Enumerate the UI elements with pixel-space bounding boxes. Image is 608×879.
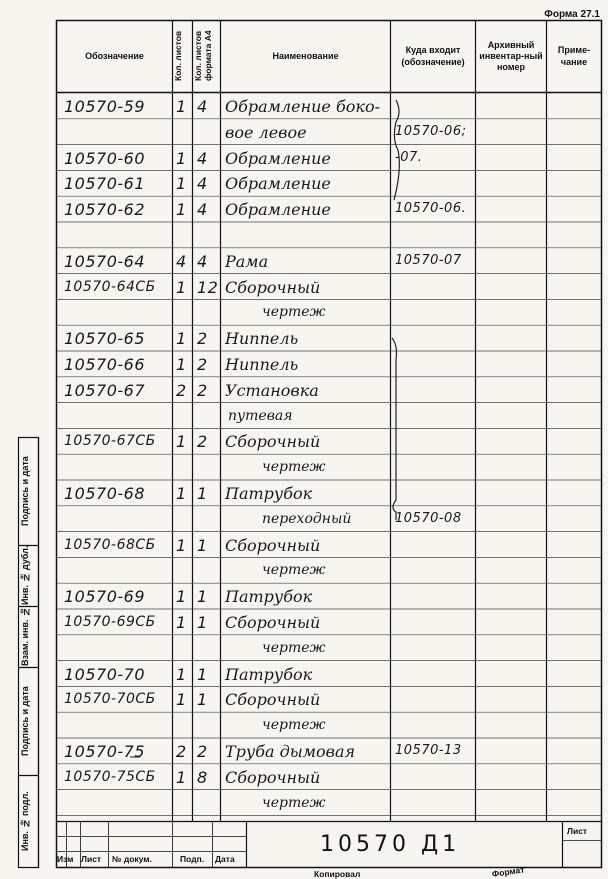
row-designation: 10570-61	[64, 174, 146, 194]
row-name: Патрубок	[225, 587, 313, 607]
row-name: Сборочный	[225, 535, 321, 555]
title-block-column-label: Лист	[81, 854, 102, 864]
row-name: Труба дымовая	[225, 742, 356, 761]
row-used-in: 10570-07	[395, 252, 462, 268]
row-designation: 10570-67СБ	[64, 433, 156, 450]
row-name: Обрамление	[225, 148, 331, 168]
header-name: Наименование	[272, 50, 339, 61]
row-name: чертеж	[262, 459, 326, 476]
title-block-column-label: № докум.	[112, 854, 152, 864]
row-a4: 1	[197, 535, 208, 555]
document-code: 10570 Д1	[320, 832, 461, 857]
title-block-column-label: Дата	[215, 854, 235, 864]
row-designation: 10570-68	[64, 484, 146, 503]
row-a4: 12	[197, 277, 219, 297]
row-name: Патрубок	[225, 664, 313, 684]
row-sheets: 1	[176, 767, 187, 787]
format-label: Формат	[491, 864, 525, 879]
row-name: путевая	[228, 407, 293, 424]
row-name: Обрамление	[225, 174, 331, 194]
row-name: Ниппель	[225, 355, 299, 374]
row-name: Сборочный	[225, 767, 321, 787]
row-name: Рама	[225, 251, 269, 271]
row-name: Сборочный	[225, 690, 321, 710]
row-a4: 2	[197, 355, 208, 374]
row-sheets: 4	[176, 251, 187, 271]
row-name: чертеж	[262, 639, 326, 656]
row-designation: 10570-75СБ	[64, 768, 156, 785]
row-used-in: 10570-08	[395, 510, 462, 526]
row-a4: 2	[197, 742, 208, 761]
row-a4: 2	[197, 432, 208, 452]
row-name: чертеж	[262, 304, 326, 321]
row-name: переходный	[262, 510, 352, 527]
row-sheets: 1	[176, 432, 187, 452]
row-name: чертеж	[262, 717, 326, 734]
row-used-in: 10570-13	[395, 743, 462, 758]
row-name: чертеж	[262, 562, 326, 579]
row-sheets: 1	[176, 535, 187, 555]
row-designation: 10570-69	[64, 587, 146, 607]
row-sheets: 1	[176, 587, 187, 607]
row-a4: 8	[197, 767, 208, 787]
row-name: чертеж	[262, 794, 326, 811]
row-designation: 10570-62	[64, 200, 146, 220]
row-designation: 10570-75	[64, 742, 146, 761]
row-name: Сборочный	[225, 432, 321, 452]
header-designation: Обозначение	[85, 50, 144, 61]
row-name: Патрубок	[225, 484, 313, 503]
side-label: Подпись и дата	[20, 456, 30, 526]
row-name: Сборочный	[225, 277, 321, 297]
copied-label: Копировал	[314, 869, 361, 879]
row-name: Обрамление боко-	[225, 97, 380, 116]
row-used-in: 10570-06;	[395, 123, 467, 139]
header-note: Приме-чание	[557, 45, 591, 67]
side-label: Подпись и дата	[20, 686, 30, 756]
row-sheets: 1	[176, 148, 187, 168]
row-a4: 1	[197, 587, 208, 607]
row-sheets: 1	[176, 484, 187, 503]
row-sheets: 1	[176, 174, 187, 194]
row-sheets: 2	[176, 742, 187, 761]
row-designation: 10570-64	[64, 251, 146, 271]
header-archive: Архивный инвентар-ный номер	[479, 39, 543, 73]
side-label: Инв. № дубл.	[20, 545, 30, 606]
row-a4: 4	[197, 174, 208, 194]
side-label: Взам. инв. №	[20, 606, 30, 667]
row-designation: 10570-59	[64, 97, 146, 116]
row-a4: 1	[197, 690, 208, 710]
row-sheets: 1	[176, 277, 187, 297]
form-label: Форма 27.1	[544, 9, 600, 20]
row-name: Ниппель	[225, 329, 299, 349]
row-designation: 10570-70СБ	[64, 691, 156, 708]
row-name: вое левое	[225, 122, 307, 142]
row-a4: 4	[197, 97, 208, 116]
row-a4: 4	[197, 251, 208, 271]
row-name: Сборочный	[225, 613, 321, 632]
title-block-column-label: Подп.	[180, 854, 205, 864]
row-a4: 2	[197, 380, 208, 400]
row-designation: 10570-67	[64, 380, 146, 400]
row-designation: 10570-60	[64, 148, 146, 168]
header-sheets: Кол. листов	[173, 30, 183, 82]
title-block-column-label: Изм	[57, 854, 74, 864]
row-sheets: 1	[176, 97, 187, 116]
row-a4: 1	[197, 664, 208, 684]
row-sheets: 1	[176, 200, 187, 220]
row-sheets: 1	[176, 329, 187, 349]
row-sheets: 2	[176, 380, 187, 400]
row-name: Установка	[225, 380, 319, 400]
row-name: Обрамление	[225, 200, 331, 220]
row-designation: 10570-64СБ	[64, 278, 156, 295]
row-sheets: 1	[176, 613, 187, 632]
row-sheets: 1	[176, 664, 187, 684]
row-used-in: -07.	[395, 149, 423, 165]
row-a4: 4	[197, 200, 208, 220]
row-sheets: 1	[176, 355, 187, 374]
header-used-in: Куда входит (обозначение)	[401, 45, 465, 67]
row-designation: 10570-69СБ	[64, 614, 156, 630]
side-label: Инв. № подл.	[20, 791, 30, 851]
row-sheets: 1	[176, 690, 187, 710]
row-a4: 4	[197, 148, 208, 168]
row-designation: 10570-68СБ	[64, 536, 156, 553]
row-designation: 10570-65	[64, 329, 146, 349]
row-designation: 10570-70	[64, 664, 146, 684]
header-sheets-a4: Кол. листов формата А4	[193, 30, 214, 82]
row-used-in: 10570-06.	[395, 201, 467, 217]
sheet-label: Лист	[567, 826, 588, 836]
row-a4: 2	[197, 329, 208, 349]
row-a4: 1	[197, 613, 208, 632]
row-a4: 1	[197, 484, 208, 503]
row-designation: 10570-66	[64, 355, 146, 374]
